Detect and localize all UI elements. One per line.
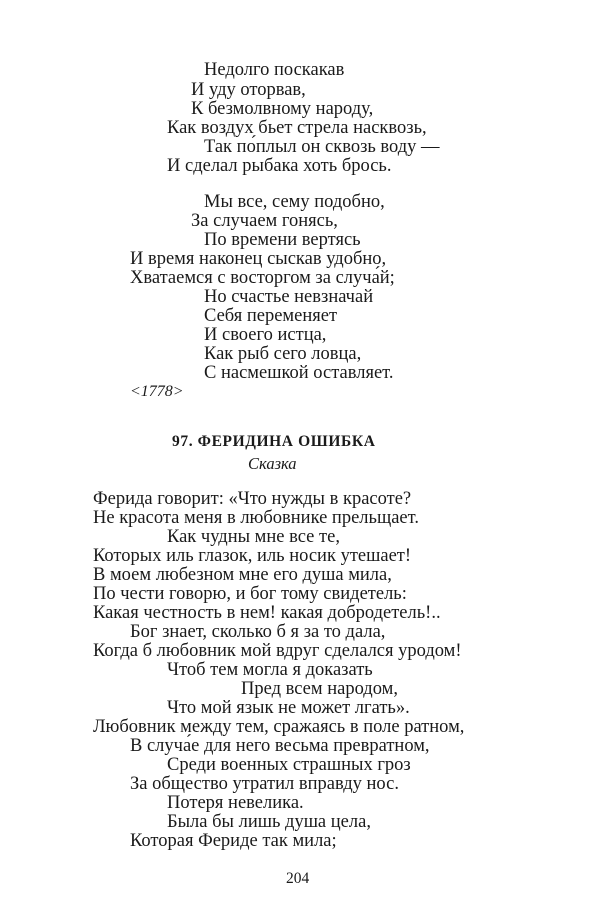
verse-line: Любовник между тем, сражаясь в поле ратном,: [93, 717, 465, 737]
verse-line: В случа́е для него весьма превратном,: [130, 736, 430, 756]
verse-line: И уду оторвав,: [191, 80, 306, 100]
verse-line: Хватаемся с восторгом за случа́й;: [130, 268, 395, 288]
verse-line: С насмешкой оставляет.: [204, 363, 394, 383]
verse-line: Недолго поскакав: [204, 60, 345, 80]
verse-line: Которая Фериде так мила;: [130, 831, 337, 851]
verse-line: И своего истца,: [204, 325, 327, 345]
verse-line: Чтоб тем могла я доказать: [167, 660, 373, 680]
verse-line: За случаем гонясь,: [191, 211, 338, 231]
verse-line: Ферида говорит: «Что нужды в красоте?: [93, 489, 412, 509]
verse-line: За общество утратил вправду нос.: [130, 774, 399, 794]
verse-line: По чести говорю, и бог тому свидетель:: [93, 584, 407, 604]
verse-line: Была бы лишь душа цела,: [167, 812, 371, 832]
verse-line: Мы все, сему подобно,: [204, 192, 385, 212]
verse-line: Когда б любовник мой вдруг сделался уродом!: [93, 641, 462, 661]
verse-line: К безмолвному народу,: [191, 99, 374, 119]
verse-line: Которых иль глазок, иль носик утешает!: [93, 546, 412, 566]
verse-line: По времени вертясь: [204, 230, 361, 250]
verse-line: Потеря невелика.: [167, 793, 304, 813]
page-number: 204: [286, 870, 310, 887]
verse-line: И сделал рыбака хоть брось.: [167, 156, 392, 176]
verse-line: В моем любезном мне его душа мила,: [93, 565, 392, 585]
verse-line: Как воздух бьет стрела насквозь,: [167, 118, 427, 138]
poem-title: 97. ФЕРИДИНА ОШИБКА: [172, 433, 376, 450]
verse-line: Так по́плыл он сквозь воду —: [204, 137, 440, 157]
verse-line: Бог знает, сколько б я за то дала,: [130, 622, 386, 642]
poem-date: <1778>: [130, 383, 184, 400]
verse-line: Как рыб сего ловца,: [204, 344, 362, 364]
verse-line: И время наконец сыскав удобно,: [130, 249, 387, 269]
verse-line: Среди военных страшных гроз: [167, 755, 411, 775]
verse-line: Пред всем народом,: [241, 679, 398, 699]
verse-line: Какая честность в нем! какая добродетель!..: [93, 603, 441, 623]
verse-line: Себя переменяет: [204, 306, 338, 326]
verse-line: Как чудны мне все те,: [167, 527, 340, 547]
verse-line: Но счастье невзначай: [204, 287, 374, 307]
verse-line: Что мой язык не может лгать».: [167, 698, 410, 718]
poem-subtitle: Сказка: [248, 454, 297, 473]
verse-line: Не красота меня в любовнике прельщает.: [93, 508, 419, 528]
